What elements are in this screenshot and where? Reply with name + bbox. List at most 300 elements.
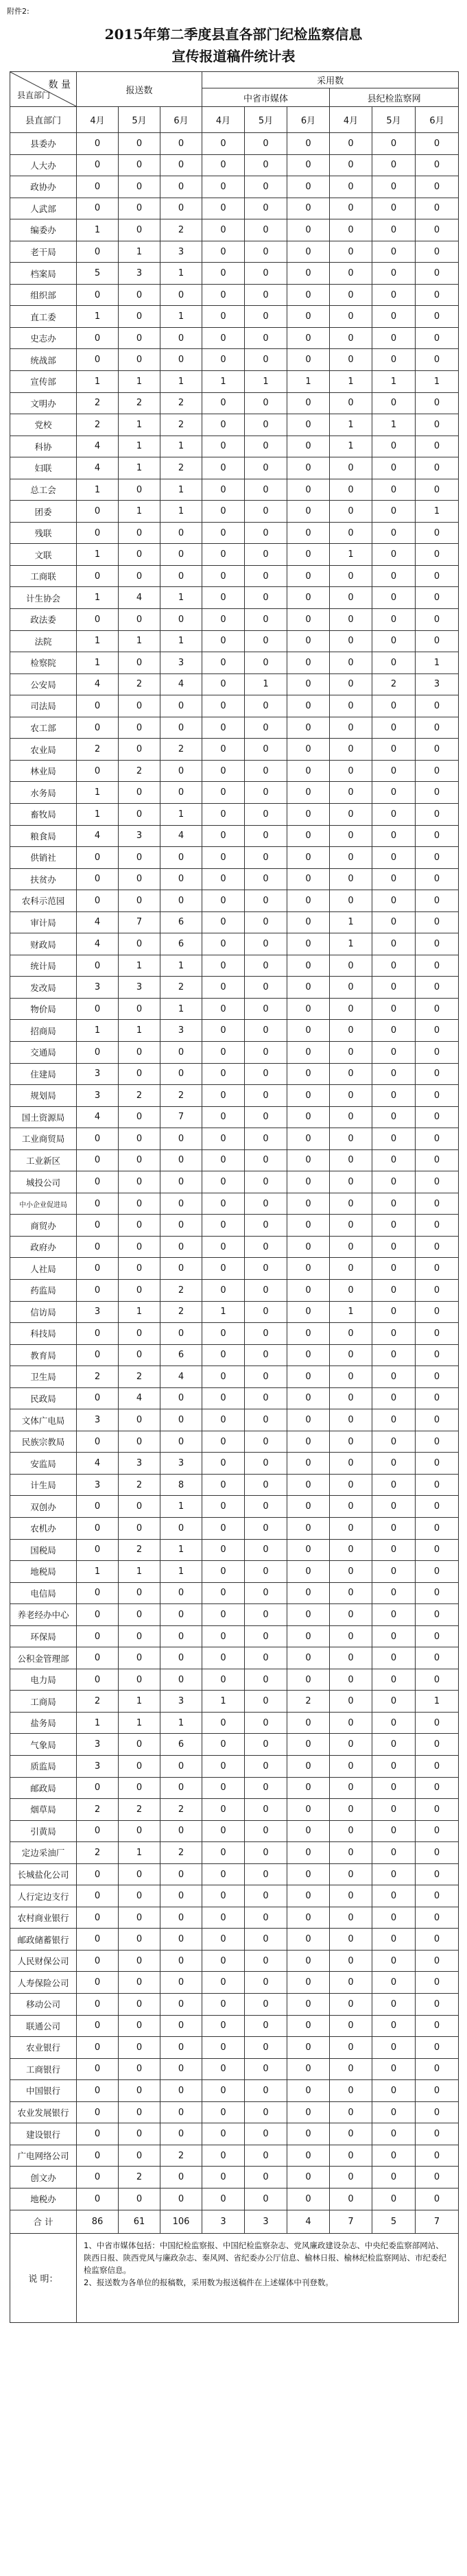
dept-name-cell: 人大办 (10, 154, 77, 176)
value-cell: 0 (245, 1085, 287, 1107)
value-cell: 3 (119, 263, 160, 285)
total-cell: 7 (416, 2210, 459, 2233)
value-cell: 0 (372, 955, 416, 977)
value-cell: 0 (287, 522, 330, 544)
dept-name-cell: 国土资源局 (10, 1106, 77, 1128)
value-cell: 0 (119, 1669, 160, 1691)
value-cell: 0 (202, 436, 245, 457)
value-cell: 0 (372, 1756, 416, 1778)
value-cell: 0 (330, 1647, 372, 1669)
value-cell: 0 (245, 1929, 287, 1951)
value-cell: 1 (160, 501, 202, 523)
value-cell: 0 (372, 1344, 416, 1366)
value-cell: 0 (372, 2145, 416, 2167)
dept-name-cell: 联通公司 (10, 2015, 77, 2037)
value-cell: 0 (372, 2015, 416, 2037)
value-cell: 0 (202, 1647, 245, 1669)
value-cell: 0 (160, 1409, 202, 1431)
value-cell: 0 (372, 1777, 416, 1799)
dept-name-cell: 商贸办 (10, 1215, 77, 1237)
value-cell: 0 (287, 457, 330, 479)
value-cell: 0 (416, 1885, 459, 1907)
value-cell: 0 (202, 1604, 245, 1626)
value-cell: 0 (287, 1366, 330, 1388)
value-cell: 0 (416, 1582, 459, 1604)
value-cell: 0 (287, 911, 330, 933)
month-header: 5月 (372, 107, 416, 133)
value-cell: 0 (287, 1387, 330, 1409)
value-cell: 0 (119, 133, 160, 155)
value-cell: 0 (287, 609, 330, 631)
value-cell: 0 (160, 1431, 202, 1453)
value-cell: 0 (245, 1041, 287, 1063)
value-cell: 0 (330, 1842, 372, 1864)
value-cell: 0 (245, 717, 287, 739)
value-cell: 0 (372, 1625, 416, 1647)
value-cell: 0 (372, 1474, 416, 1496)
dept-name-cell: 规划局 (10, 1085, 77, 1107)
value-cell: 0 (77, 1149, 119, 1171)
value-cell: 0 (330, 977, 372, 999)
dept-name-cell: 妇联 (10, 457, 77, 479)
value-cell: 0 (416, 1539, 459, 1561)
value-cell: 0 (119, 1215, 160, 1237)
value-cell: 0 (416, 847, 459, 869)
value-cell: 0 (416, 392, 459, 414)
dept-name-cell: 中国银行 (10, 2080, 77, 2102)
value-cell: 0 (416, 1972, 459, 1994)
value-cell: 0 (202, 803, 245, 825)
value-cell: 0 (330, 1950, 372, 1972)
value-cell: 0 (160, 1063, 202, 1085)
value-cell: 0 (160, 1171, 202, 1193)
table-row (10, 1366, 459, 1388)
value-cell: 2 (119, 392, 160, 414)
value-cell: 0 (372, 2167, 416, 2189)
value-cell: 0 (330, 2101, 372, 2123)
dept-name-cell: 政法委 (10, 609, 77, 631)
table-row (10, 890, 459, 912)
total-row (10, 2210, 459, 2233)
value-cell: 0 (372, 868, 416, 890)
value-cell: 0 (287, 1863, 330, 1885)
value-cell: 0 (77, 1582, 119, 1604)
value-cell: 0 (77, 501, 119, 523)
value-cell: 0 (330, 760, 372, 782)
value-cell: 0 (160, 176, 202, 198)
table-row (10, 1258, 459, 1280)
value-cell: 0 (330, 1994, 372, 2016)
dept-name-cell: 扶贫办 (10, 868, 77, 890)
value-cell: 0 (287, 587, 330, 609)
value-cell: 0 (330, 695, 372, 717)
value-cell: 0 (119, 2080, 160, 2102)
value-cell: 0 (160, 1258, 202, 1280)
value-cell: 0 (202, 1799, 245, 1821)
value-cell: 0 (77, 2080, 119, 2102)
value-cell: 0 (372, 1929, 416, 1951)
value-cell: 0 (202, 1366, 245, 1388)
table-header (10, 72, 459, 133)
value-cell: 1 (372, 371, 416, 393)
value-cell: 0 (330, 1907, 372, 1929)
value-cell: 0 (372, 782, 416, 804)
value-cell: 0 (372, 1431, 416, 1453)
value-cell: 0 (287, 1020, 330, 1042)
value-cell: 1 (160, 263, 202, 285)
table-row (10, 630, 459, 652)
table-row (10, 241, 459, 263)
value-cell: 2 (160, 1799, 202, 1821)
value-cell: 0 (77, 1647, 119, 1669)
value-cell: 0 (202, 1474, 245, 1496)
value-cell: 0 (160, 1950, 202, 1972)
value-cell: 1 (77, 587, 119, 609)
value-cell: 1 (160, 306, 202, 328)
value-cell: 0 (372, 1994, 416, 2016)
value-cell: 0 (202, 998, 245, 1020)
value-cell: 1 (160, 479, 202, 501)
table-row (10, 1885, 459, 1907)
value-cell: 0 (372, 1712, 416, 1734)
value-cell: 0 (202, 2015, 245, 2037)
value-cell: 1 (372, 414, 416, 436)
dept-name-cell: 人行定边支行 (10, 1885, 77, 1907)
value-cell: 0 (416, 349, 459, 371)
dept-name-cell: 文明办 (10, 392, 77, 414)
value-cell: 0 (77, 1279, 119, 1301)
value-cell: 0 (372, 717, 416, 739)
value-cell: 0 (416, 1215, 459, 1237)
value-cell: 0 (202, 565, 245, 587)
value-cell: 0 (160, 1777, 202, 1799)
value-cell: 0 (160, 2188, 202, 2210)
value-cell: 0 (119, 717, 160, 739)
value-cell: 0 (287, 1323, 330, 1345)
value-cell: 0 (119, 154, 160, 176)
value-cell: 0 (119, 890, 160, 912)
value-cell: 1 (77, 803, 119, 825)
value-cell: 0 (245, 1582, 287, 1604)
value-cell: 0 (287, 1669, 330, 1691)
value-cell: 0 (372, 327, 416, 349)
value-cell: 0 (119, 1431, 160, 1453)
value-cell: 0 (202, 2123, 245, 2145)
value-cell: 0 (287, 630, 330, 652)
value-cell: 0 (330, 522, 372, 544)
value-cell: 0 (287, 1474, 330, 1496)
value-cell: 0 (372, 1799, 416, 1821)
value-cell: 0 (416, 739, 459, 761)
value-cell: 0 (119, 1972, 160, 1994)
value-cell: 0 (372, 933, 416, 955)
value-cell: 0 (330, 1128, 372, 1150)
value-cell: 0 (202, 457, 245, 479)
month-header: 4月 (330, 107, 372, 133)
value-cell: 0 (416, 1149, 459, 1171)
value-cell: 0 (77, 1625, 119, 1647)
value-cell: 0 (330, 284, 372, 306)
value-cell: 0 (245, 2037, 287, 2059)
value-cell: 0 (287, 1907, 330, 1929)
table-row (10, 1582, 459, 1604)
value-cell: 0 (77, 1604, 119, 1626)
value-cell: 0 (330, 479, 372, 501)
value-cell: 0 (245, 544, 287, 566)
dept-name-cell: 史志办 (10, 327, 77, 349)
value-cell: 2 (119, 1799, 160, 1821)
month-header: 5月 (119, 107, 160, 133)
dept-name-cell: 广电网络公司 (10, 2145, 77, 2167)
value-cell: 0 (372, 1972, 416, 1994)
value-cell: 0 (416, 1236, 459, 1258)
dept-name-cell: 供销社 (10, 847, 77, 869)
value-cell: 0 (330, 652, 372, 674)
value-cell: 0 (202, 219, 245, 241)
value-cell: 0 (245, 760, 287, 782)
dept-name-cell: 人社局 (10, 1258, 77, 1280)
value-cell: 0 (245, 2123, 287, 2145)
value-cell: 0 (287, 479, 330, 501)
value-cell: 0 (372, 609, 416, 631)
value-cell: 0 (287, 1149, 330, 1171)
value-cell: 0 (119, 1171, 160, 1193)
value-cell: 0 (202, 587, 245, 609)
value-cell: 2 (77, 1366, 119, 1388)
value-cell: 0 (330, 1323, 372, 1345)
value-cell: 0 (416, 327, 459, 349)
value-cell: 0 (330, 1777, 372, 1799)
value-cell: 0 (416, 1387, 459, 1409)
value-cell: 0 (245, 1258, 287, 1280)
table-row (10, 2167, 459, 2189)
value-cell: 0 (202, 2058, 245, 2080)
value-cell: 0 (202, 1863, 245, 1885)
dept-name-cell: 工商银行 (10, 2058, 77, 2080)
value-cell: 0 (77, 2145, 119, 2167)
value-cell: 0 (202, 1215, 245, 1237)
dept-name-cell: 物价局 (10, 998, 77, 1020)
value-cell: 0 (119, 1236, 160, 1258)
value-cell: 0 (77, 1820, 119, 1842)
value-cell: 2 (160, 1279, 202, 1301)
value-cell: 2 (160, 1842, 202, 1864)
value-cell: 0 (330, 1387, 372, 1409)
value-cell: 0 (160, 1647, 202, 1669)
value-cell: 0 (330, 998, 372, 1020)
value-cell: 0 (287, 1820, 330, 1842)
table-row (10, 673, 459, 695)
value-cell: 0 (330, 1344, 372, 1366)
value-cell: 0 (372, 587, 416, 609)
value-cell: 1 (77, 306, 119, 328)
value-cell: 0 (287, 176, 330, 198)
value-cell: 0 (287, 436, 330, 457)
value-cell: 1 (416, 501, 459, 523)
table-row (10, 544, 459, 566)
value-cell: 0 (372, 198, 416, 219)
value-cell: 4 (160, 673, 202, 695)
value-cell: 0 (160, 522, 202, 544)
value-cell: 0 (416, 825, 459, 847)
value-cell: 0 (245, 1539, 287, 1561)
value-cell: 0 (287, 2123, 330, 2145)
value-cell: 0 (77, 2015, 119, 2037)
dept-name-cell: 工业商贸局 (10, 1128, 77, 1150)
value-cell: 0 (416, 760, 459, 782)
value-cell: 0 (202, 306, 245, 328)
value-cell: 0 (77, 284, 119, 306)
dept-name-cell: 信访局 (10, 1301, 77, 1323)
value-cell: 0 (245, 803, 287, 825)
value-cell: 1 (160, 436, 202, 457)
value-cell: 1 (416, 652, 459, 674)
value-cell: 0 (372, 847, 416, 869)
value-cell: 2 (77, 1691, 119, 1713)
value-cell: 0 (77, 2101, 119, 2123)
value-cell: 0 (77, 1885, 119, 1907)
value-cell: 0 (287, 1712, 330, 1734)
value-cell: 0 (372, 263, 416, 285)
table-row (10, 609, 459, 631)
table-row (10, 1474, 459, 1496)
dept-name-cell: 城投公司 (10, 1171, 77, 1193)
value-cell: 0 (77, 154, 119, 176)
dept-name-cell: 农业发展银行 (10, 2101, 77, 2123)
value-cell: 0 (77, 1344, 119, 1366)
dept-name-cell: 组织部 (10, 284, 77, 306)
value-cell: 0 (202, 695, 245, 717)
value-cell: 0 (416, 133, 459, 155)
value-cell: 0 (119, 2058, 160, 2080)
value-cell: 0 (330, 1734, 372, 1756)
dept-name-cell: 工商局 (10, 1691, 77, 1713)
table-row (10, 1712, 459, 1734)
value-cell: 0 (77, 565, 119, 587)
table-row (10, 2037, 459, 2059)
value-cell: 4 (77, 436, 119, 457)
value-cell: 0 (245, 1020, 287, 1042)
value-cell: 2 (119, 1539, 160, 1561)
value-cell: 0 (202, 1149, 245, 1171)
value-cell: 0 (372, 1366, 416, 1388)
value-cell: 0 (119, 1258, 160, 1280)
value-cell: 0 (372, 284, 416, 306)
value-cell: 4 (160, 825, 202, 847)
value-cell: 0 (160, 1756, 202, 1778)
value-cell: 0 (160, 1863, 202, 1885)
value-cell: 0 (372, 306, 416, 328)
value-cell: 0 (372, 1279, 416, 1301)
value-cell: 0 (416, 890, 459, 912)
value-cell: 4 (119, 1387, 160, 1409)
value-cell: 0 (160, 565, 202, 587)
value-cell: 0 (330, 2167, 372, 2189)
month-header: 4月 (202, 107, 245, 133)
value-cell: 0 (202, 977, 245, 999)
value-cell: 0 (160, 717, 202, 739)
value-cell: 1 (119, 1691, 160, 1713)
value-cell: 3 (160, 652, 202, 674)
value-cell: 5 (77, 263, 119, 285)
value-cell: 0 (245, 1193, 287, 1215)
value-cell: 0 (287, 133, 330, 155)
value-cell: 0 (160, 198, 202, 219)
value-cell: 0 (119, 609, 160, 631)
value-cell: 0 (160, 2101, 202, 2123)
value-cell: 0 (202, 1041, 245, 1063)
value-cell: 0 (245, 890, 287, 912)
value-cell: 0 (330, 1885, 372, 1907)
total-cell: 106 (160, 2210, 202, 2233)
value-cell: 0 (119, 284, 160, 306)
dept-name-cell: 农机办 (10, 1518, 77, 1540)
value-cell: 0 (245, 565, 287, 587)
value-cell: 4 (77, 911, 119, 933)
value-cell: 0 (245, 1106, 287, 1128)
value-cell: 1 (77, 1712, 119, 1734)
value-cell: 0 (287, 1344, 330, 1366)
table-row (10, 847, 459, 869)
value-cell: 0 (287, 198, 330, 219)
report-title: 2015年第二季度县直各部门纪检监察信息 (104, 26, 363, 43)
table-row (10, 284, 459, 306)
value-cell: 0 (245, 1712, 287, 1734)
value-cell: 2 (119, 1366, 160, 1388)
value-cell: 0 (245, 133, 287, 155)
value-cell: 0 (416, 2080, 459, 2102)
value-cell: 2 (160, 392, 202, 414)
value-cell: 0 (287, 1279, 330, 1301)
value-cell: 0 (287, 890, 330, 912)
value-cell: 0 (119, 1063, 160, 1085)
value-cell: 0 (287, 1885, 330, 1907)
table-row (10, 2188, 459, 2210)
value-cell: 0 (202, 1279, 245, 1301)
value-cell: 0 (202, 933, 245, 955)
value-cell: 0 (287, 782, 330, 804)
value-cell: 2 (77, 1799, 119, 1821)
value-cell: 1 (160, 803, 202, 825)
table-row (10, 1799, 459, 1821)
value-cell: 1 (119, 1020, 160, 1042)
value-cell: 0 (372, 1020, 416, 1042)
dept-name-cell: 民政局 (10, 1387, 77, 1409)
value-cell: 1 (119, 630, 160, 652)
value-cell: 0 (330, 1820, 372, 1842)
table-row (10, 1041, 459, 1063)
report-subtitle: 宣传报道稿件统计表 (171, 48, 296, 64)
value-cell: 0 (372, 803, 416, 825)
dept-name-cell: 卫生局 (10, 1366, 77, 1388)
value-cell: 1 (160, 630, 202, 652)
table-row (10, 1691, 459, 1713)
value-cell: 0 (245, 1994, 287, 2016)
dept-name-cell: 政协办 (10, 176, 77, 198)
value-cell: 0 (287, 1777, 330, 1799)
value-cell: 2 (119, 673, 160, 695)
value-cell: 0 (202, 327, 245, 349)
value-cell: 7 (160, 1106, 202, 1128)
value-cell: 0 (372, 154, 416, 176)
value-cell: 6 (160, 911, 202, 933)
value-cell: 0 (202, 1431, 245, 1453)
table-row (10, 1756, 459, 1778)
value-cell: 0 (372, 1041, 416, 1063)
value-cell: 0 (416, 1323, 459, 1345)
value-cell: 0 (77, 717, 119, 739)
value-cell: 0 (160, 133, 202, 155)
